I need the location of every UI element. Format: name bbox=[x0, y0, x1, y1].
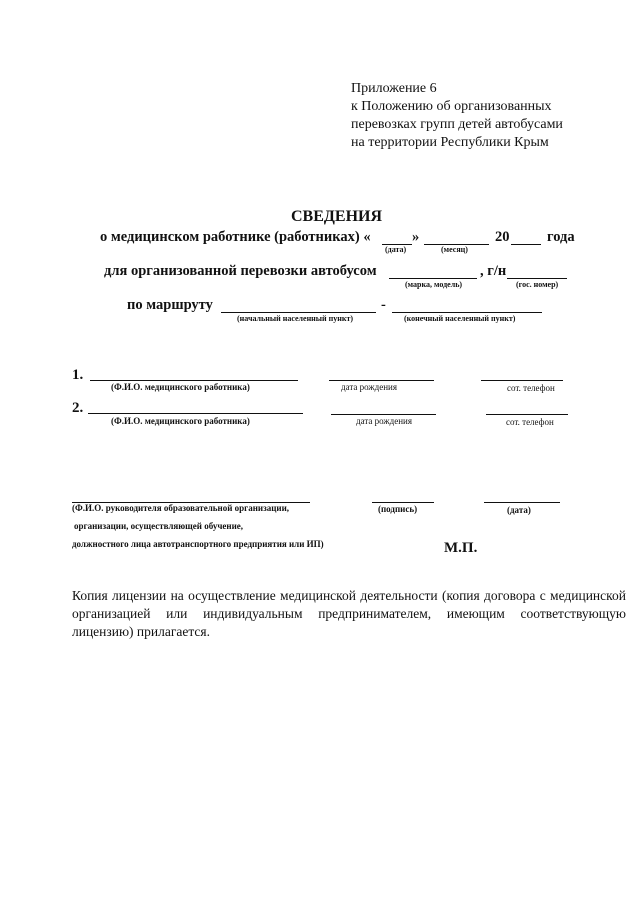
route-start-blank bbox=[221, 312, 376, 313]
bus-text: для организованной перевозки автобусом bbox=[104, 263, 377, 279]
worker-1-birth-label: дата рождения bbox=[341, 382, 397, 392]
worker-2-birth-label: дата рождения bbox=[356, 416, 412, 426]
worker-1-name-blank bbox=[90, 380, 298, 381]
plate-label: (гос. номер) bbox=[516, 280, 559, 289]
worker-2-birth-blank bbox=[331, 414, 436, 415]
worker-2-name-label: (Ф.И.О. медицинского работника) bbox=[111, 416, 250, 426]
head-label-line-3: должностного лица автотранспортного предприятия или ИП) bbox=[72, 539, 324, 549]
worker-2-name-blank bbox=[88, 413, 303, 414]
worker-1-birth-blank bbox=[329, 380, 434, 381]
month-label: (месяц) bbox=[441, 245, 468, 254]
route-start-label: (начальный населенный пункт) bbox=[237, 314, 354, 323]
plate-prefix: , г/н bbox=[480, 263, 507, 279]
head-label-line-1: (Ф.И.О. руководителя образовательной организации, bbox=[72, 503, 290, 513]
head-label-line-2: организации, осуществляющей обучение, bbox=[74, 521, 244, 531]
worker-1-number: 1. bbox=[72, 367, 84, 383]
plate-blank bbox=[507, 278, 567, 279]
year-blank bbox=[511, 244, 541, 245]
date-label: (дата) bbox=[385, 245, 407, 254]
worker-1-phone-label: сот. телефон bbox=[507, 383, 555, 393]
worker-1-name-label: (Ф.И.О. медицинского работника) bbox=[111, 382, 250, 392]
route-end-label: (конечный населенный пункт) bbox=[404, 314, 516, 323]
appendix-line-4: на территории Республики Крым bbox=[351, 135, 549, 150]
brand-label: (марка, модель) bbox=[405, 280, 463, 289]
route-text: по маршруту bbox=[127, 297, 213, 313]
medical-worker-text: о медицинском работнике (работниках) « bbox=[100, 229, 371, 245]
quote-close: » bbox=[412, 229, 420, 245]
appendix-line-1: Приложение 6 bbox=[351, 81, 437, 96]
year-prefix: 20 bbox=[495, 229, 510, 245]
worker-2-phone-blank bbox=[486, 414, 568, 415]
brand-blank bbox=[389, 278, 477, 279]
sign-date-blank bbox=[484, 502, 560, 503]
document-title: СВЕДЕНИЯ bbox=[291, 208, 383, 225]
year-word: года bbox=[547, 229, 575, 245]
appendix-line-2: к Положению об организованных bbox=[351, 99, 552, 114]
route-end-blank bbox=[392, 312, 542, 313]
worker-1-phone-blank bbox=[481, 380, 563, 381]
signature-blank bbox=[372, 502, 434, 503]
worker-2-phone-label: сот. телефон bbox=[506, 417, 554, 427]
signature-label: (подпись) bbox=[378, 504, 418, 514]
stamp-place: М.П. bbox=[444, 540, 478, 556]
appendix-line-3: перевозках групп детей автобусами bbox=[351, 117, 563, 132]
worker-2-number: 2. bbox=[72, 400, 84, 416]
route-dash: - bbox=[381, 297, 386, 313]
license-note: Копия лицензии на осуществление медицинской деятельности (копия договора с медицинской организацией или индивидуальным предпринимателем, имеющим соответствующую лицензию) прилагается. bbox=[72, 588, 626, 639]
sign-date-label: (дата) bbox=[507, 505, 531, 515]
